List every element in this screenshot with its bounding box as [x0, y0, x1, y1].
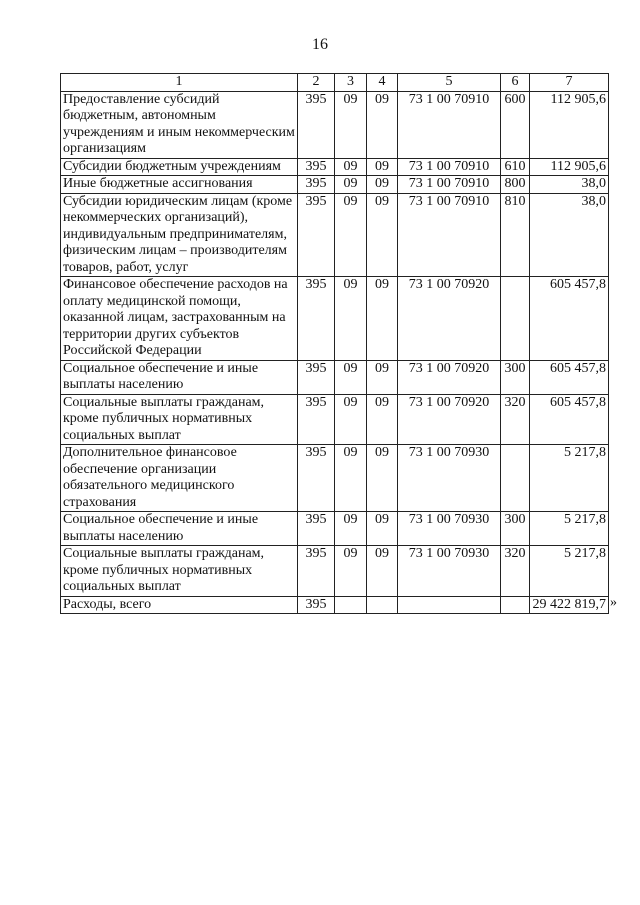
grbs-cell: 395 — [298, 360, 335, 394]
csr-cell: 73 1 00 70910 — [398, 91, 501, 158]
table-row — [61, 596, 609, 614]
table-row — [61, 512, 609, 546]
vr-cell: 320 — [501, 546, 530, 597]
header-cell: 1 — [61, 74, 298, 92]
row-name-cell: Социальное обеспечение и иные выплаты населению — [61, 360, 298, 394]
rz-cell: 09 — [335, 91, 367, 158]
row-name-cell: Социальные выплаты гражданам, кроме публичных нормативных социальных выплат — [61, 546, 298, 597]
pr-cell: 09 — [367, 277, 398, 361]
row-name-cell: Финансовое обеспечение расходов на оплату медицинской помощи, оказанной лицам, застрахованным на территории других субъектов Российской Федерации — [61, 277, 298, 361]
sum-cell: 38,0 — [530, 176, 609, 194]
row-name-cell: Предоставление субсидий бюджетным, автономным учреждениям и иным некоммерческим организациям — [61, 91, 298, 158]
pr-cell: 09 — [367, 91, 398, 158]
vr-cell: 800 — [501, 176, 530, 194]
table-row — [61, 91, 609, 158]
grbs-cell: 395 — [298, 91, 335, 158]
row-name-cell: Расходы, всего — [61, 596, 298, 614]
sum-cell: 112 905,6 — [530, 91, 609, 158]
table-header-row — [61, 74, 609, 92]
header-cell: 5 — [398, 74, 501, 92]
rz-cell: 09 — [335, 277, 367, 361]
header-cell: 6 — [501, 74, 530, 92]
sum-cell: 29 422 819,7 — [530, 596, 609, 614]
csr-cell: 73 1 00 70930 — [398, 546, 501, 597]
pr-cell: 09 — [367, 445, 398, 512]
csr-cell: 73 1 00 70910 — [398, 176, 501, 194]
pr-cell: 09 — [367, 158, 398, 176]
row-name-cell: Субсидии бюджетным учреждениям — [61, 158, 298, 176]
table-row — [61, 158, 609, 176]
vr-cell: 610 — [501, 158, 530, 176]
table-row — [61, 546, 609, 597]
grbs-cell: 395 — [298, 596, 335, 614]
sum-cell: 605 457,8 — [530, 360, 609, 394]
grbs-cell: 395 — [298, 394, 335, 445]
sum-cell: 605 457,8 — [530, 394, 609, 445]
sum-cell: 605 457,8 — [530, 277, 609, 361]
table-row — [61, 445, 609, 512]
vr-cell — [501, 596, 530, 614]
rz-cell: 09 — [335, 193, 367, 277]
pr-cell: 09 — [367, 512, 398, 546]
closing-quote: » — [610, 595, 617, 610]
csr-cell: 73 1 00 70930 — [398, 445, 501, 512]
table-row — [61, 360, 609, 394]
vr-cell: 810 — [501, 193, 530, 277]
csr-cell — [398, 596, 501, 614]
csr-cell: 73 1 00 70920 — [398, 394, 501, 445]
rz-cell: 09 — [335, 176, 367, 194]
sum-cell: 38,0 — [530, 193, 609, 277]
pr-cell: 09 — [367, 176, 398, 194]
csr-cell: 73 1 00 70920 — [398, 277, 501, 361]
row-name-cell: Иные бюджетные ассигнования — [61, 176, 298, 194]
pr-cell: 09 — [367, 394, 398, 445]
budget-table — [60, 73, 609, 614]
pr-cell: 09 — [367, 546, 398, 597]
header-cell: 3 — [335, 74, 367, 92]
rz-cell: 09 — [335, 394, 367, 445]
csr-cell: 73 1 00 70920 — [398, 360, 501, 394]
vr-cell: 320 — [501, 394, 530, 445]
rz-cell: 09 — [335, 158, 367, 176]
sum-cell: 5 217,8 — [530, 546, 609, 597]
grbs-cell: 395 — [298, 512, 335, 546]
grbs-cell: 395 — [298, 193, 335, 277]
header-cell: 2 — [298, 74, 335, 92]
vr-cell — [501, 277, 530, 361]
sum-cell: 5 217,8 — [530, 512, 609, 546]
row-name-cell: Социальные выплаты гражданам, кроме публичных нормативных социальных выплат — [61, 394, 298, 445]
pr-cell — [367, 596, 398, 614]
csr-cell: 73 1 00 70910 — [398, 193, 501, 277]
table-row — [61, 176, 609, 194]
sum-cell: 5 217,8 — [530, 445, 609, 512]
pr-cell: 09 — [367, 360, 398, 394]
grbs-cell: 395 — [298, 445, 335, 512]
csr-cell: 73 1 00 70930 — [398, 512, 501, 546]
pr-cell: 09 — [367, 193, 398, 277]
sum-cell: 112 905,6 — [530, 158, 609, 176]
csr-cell: 73 1 00 70910 — [398, 158, 501, 176]
table-row — [61, 193, 609, 277]
header-cell: 7 — [530, 74, 609, 92]
vr-cell: 300 — [501, 512, 530, 546]
vr-cell: 600 — [501, 91, 530, 158]
grbs-cell: 395 — [298, 176, 335, 194]
rz-cell: 09 — [335, 512, 367, 546]
rz-cell: 09 — [335, 546, 367, 597]
grbs-cell: 395 — [298, 158, 335, 176]
rz-cell: 09 — [335, 360, 367, 394]
rz-cell — [335, 596, 367, 614]
table-row — [61, 277, 609, 361]
row-name-cell: Дополнительное финансовое обеспечение организации обязательного медицинского страхования — [61, 445, 298, 512]
header-cell: 4 — [367, 74, 398, 92]
page-number: 16 — [312, 36, 328, 53]
row-name-cell: Социальное обеспечение и иные выплаты населению — [61, 512, 298, 546]
grbs-cell: 395 — [298, 277, 335, 361]
row-name-cell: Субсидии юридическим лицам (кроме некоммерческих организаций), индивидуальным предпринимателям, физическим лицам – производителям товаров, работ, услуг — [61, 193, 298, 277]
vr-cell: 300 — [501, 360, 530, 394]
rz-cell: 09 — [335, 445, 367, 512]
grbs-cell: 395 — [298, 546, 335, 597]
vr-cell — [501, 445, 530, 512]
table-row — [61, 394, 609, 445]
